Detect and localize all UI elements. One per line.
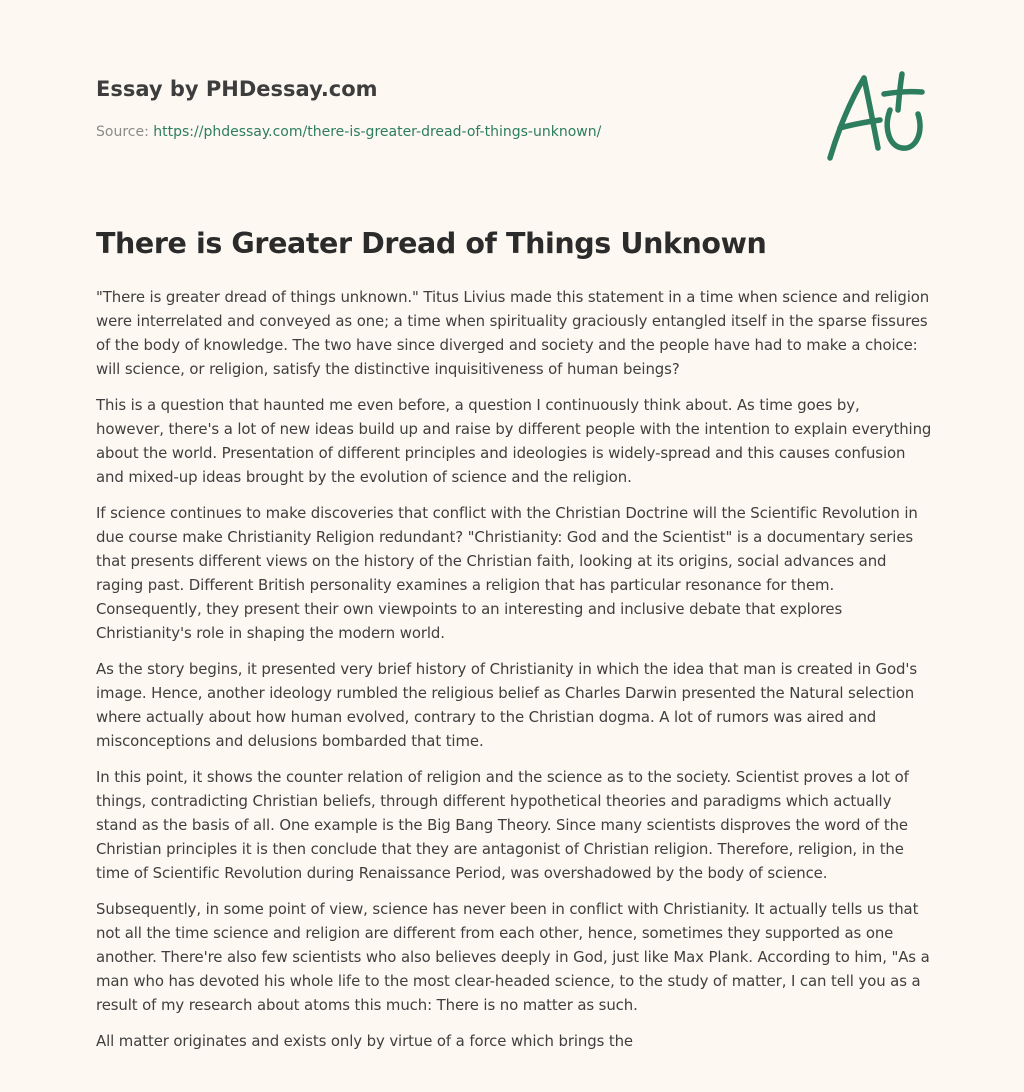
essay-paragraph: All matter originates and exists only by virtue of a force which brings the	[96, 1032, 633, 1050]
essay-body	[96, 285, 932, 1065]
essay-paragraph: "There is greater dread of things unknown." Titus Livius made this statement in a time when science and religion were interrelated and conveyed as one; a time when spirituality graciously entangled itself in the sparse fissures of the body of knowledge. The two have since diverged and society and the people have had to make a choice: will science, or religion, satisfy the distinctive inquisitiveness of human beings?	[96, 288, 930, 378]
essay-paragraph: Subsequently, in some point of view, science has never been in conflict with Christianity. It actually tells us that not all the time science and religion are different from each other, hence, sometimes they supported as one another. There're also few scientists who also believes deeply in God, just like Max Plank. According to him, "As a man who has devoted his whole life to the most clear-headed science, to the study of matter, I can tell you as a result of my research about atoms this much: There is no matter as such.	[96, 900, 930, 1014]
source-line	[96, 122, 796, 142]
essay-paragraph: If science continues to make discoveries that conflict with the Christian Doctrine will the Scientific Revolution in due course make Christianity Religion redundant? "Christianity: God and the Scientist" is a documentary series that presents different views on the history of the Christian faith, looking at its origins, social advances and raging past. Different British personality examines a religion that has particular resonance for them. Consequently, they present their own viewpoints to an interesting and inclusive debate that explores Christianity's role in shaping the modern world.	[96, 504, 918, 642]
essay-paragraph: This is a question that haunted me even before, a question I continuously think about. As time goes by, however, there's a lot of new ideas build up and raise by different people with the intention to explain everything about the world. Presentation of different principles and ideologies is widely-spread and this causes confusion and mixed-up ideas brought by the evolution of science and the religion.	[96, 396, 932, 486]
a-plus-logo-icon	[820, 66, 930, 166]
page-header	[96, 74, 796, 142]
essay-paragraph: As the story begins, it presented very brief history of Christianity in which the idea that man is created in God's image. Hence, another ideology rumbled the religious belief as Charles Darwin presented the Natural selection where actually about how human evolved, contrary to the Christian dogma. A lot of rumors was aired and misconceptions and delusions bombarded that time.	[96, 660, 917, 750]
essay-paragraph: In this point, it shows the counter relation of religion and the science as to the society. Scientist proves a lot of things, contradicting Christian beliefs, through different hypothetical theories and paradigms which actually stand as the basis of all. One example is the Big Bang Theory. Since many scientists disproves the word of the Christian principles it is then conclude that they are antagonist of Christian religion. Therefore, religion, in the time of Scientific Revolution during Renaissance Period, was overshadowed by the body of science.	[96, 768, 909, 882]
essay-title: There is Greater Dread of Things Unknown	[96, 227, 767, 260]
source-link[interactable]: https://phdessay.com/there-is-greater-dread-of-things-unknown/	[153, 124, 602, 140]
brand-title: Essay by PHDessay.com	[96, 77, 378, 101]
source-label: Source:	[96, 124, 154, 140]
